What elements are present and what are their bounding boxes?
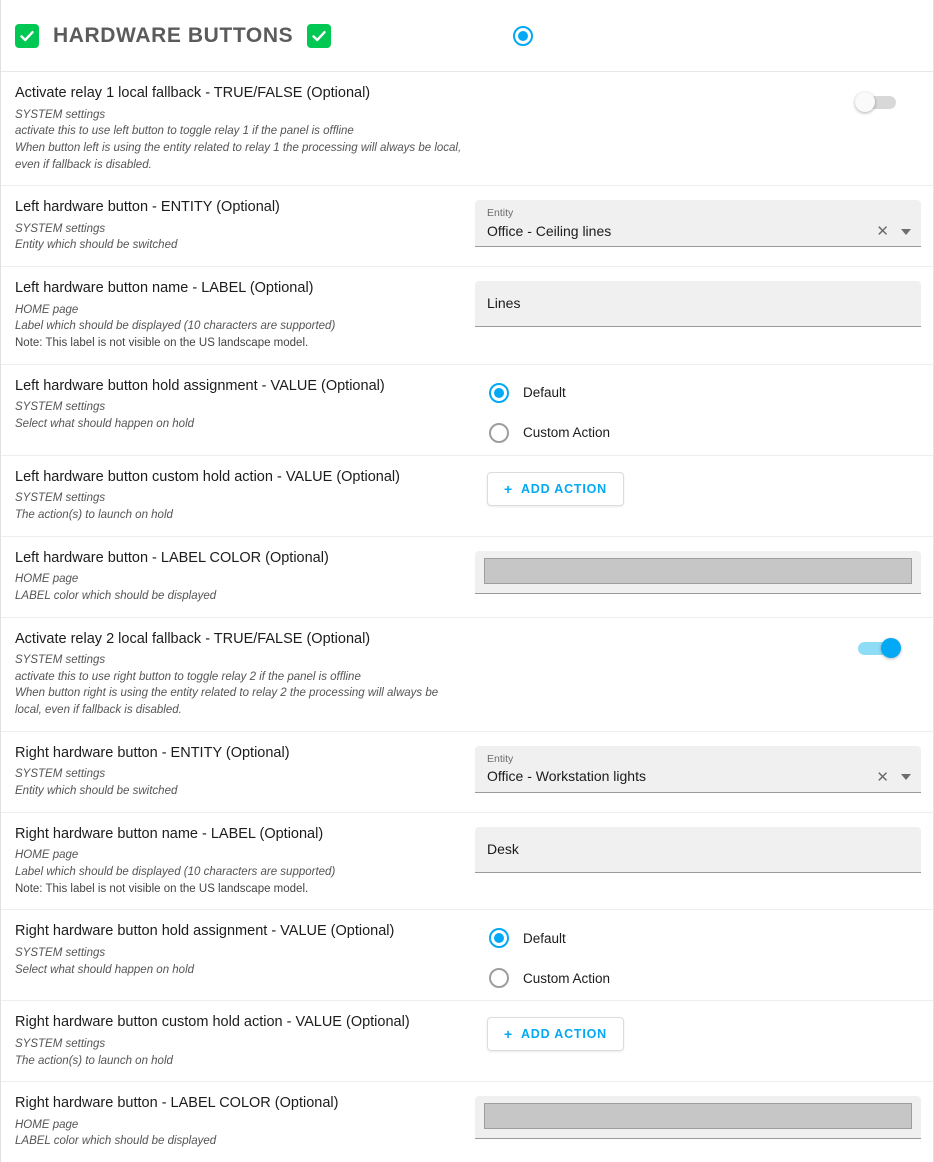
- section-header: [1, 0, 933, 72]
- left-hold-radio-group: [475, 379, 610, 443]
- setting-desc-1: Label which should be displayed (10 characters are supported): [15, 865, 336, 878]
- setting-description: [15, 1094, 475, 1150]
- setting-scope: SYSTEM settings: [15, 1037, 106, 1050]
- right-entity-field[interactable]: [475, 746, 921, 793]
- setting-control: [475, 825, 921, 873]
- setting-label: Right hardware button hold assignment - VALUE (Optional): [15, 923, 395, 940]
- setting-label: Right hardware button custom hold action - VALUE (Optional): [15, 1014, 410, 1031]
- setting-label: Right hardware button - LABEL COLOR (Optional): [15, 1095, 339, 1112]
- radio-selected-icon[interactable]: [489, 928, 509, 948]
- radio-option-default[interactable]: [475, 383, 610, 403]
- setting-row-left-label-color: [1, 537, 933, 618]
- setting-row-right-custom-hold-action: [1, 1001, 933, 1082]
- setting-description: [15, 198, 475, 254]
- relay2-fallback-toggle[interactable]: [855, 638, 901, 658]
- clear-icon[interactable]: ✕: [876, 223, 889, 241]
- setting-control: [475, 377, 919, 443]
- left-entity-field[interactable]: [475, 200, 921, 247]
- setting-row-right-label: [1, 813, 933, 911]
- radio-option-custom-action[interactable]: [475, 968, 610, 988]
- setting-scope: SYSTEM settings: [15, 108, 106, 121]
- setting-label: Left hardware button name - LABEL (Optional): [15, 280, 314, 297]
- setting-label: Left hardware button hold assignment - VALUE (Optional): [15, 377, 385, 394]
- setting-row-left-custom-hold-action: [1, 456, 933, 537]
- setting-control: [475, 922, 919, 988]
- setting-control: [475, 279, 921, 327]
- setting-scope: HOME page: [15, 303, 79, 316]
- right-hold-radio-group: [475, 924, 610, 988]
- add-action-label: ADD ACTION: [520, 481, 607, 496]
- setting-scope: SYSTEM settings: [15, 654, 106, 667]
- chevron-down-icon[interactable]: [901, 774, 911, 780]
- setting-desc-1: Select what should happen on hold: [15, 963, 195, 976]
- radio-unselected-icon[interactable]: [489, 423, 509, 443]
- setting-desc-2: When button right is using the entity related to relay 2 the processing will always be local, even if fallback is disabled.: [15, 687, 439, 717]
- setting-desc-1: The action(s) to launch on hold: [15, 508, 173, 521]
- setting-label: Right hardware button name - LABEL (Optional): [15, 825, 324, 842]
- radio-label: Default: [523, 930, 566, 946]
- plus-icon: +: [504, 480, 513, 497]
- check-icon[interactable]: [15, 24, 39, 48]
- setting-row-left-entity: [1, 186, 933, 267]
- radio-selected-icon[interactable]: [489, 383, 509, 403]
- field-label: Entity: [487, 207, 514, 220]
- right-label-color-picker[interactable]: [475, 1096, 921, 1139]
- setting-label: Left hardware button - LABEL COLOR (Optional): [15, 549, 329, 566]
- setting-description: [15, 630, 475, 719]
- radio-label: Custom Action: [523, 425, 611, 441]
- setting-control: [475, 1013, 919, 1051]
- setting-scope: SYSTEM settings: [15, 401, 106, 414]
- setting-description: [15, 744, 475, 800]
- check-icon-secondary[interactable]: [307, 24, 331, 48]
- setting-desc-1: Entity which should be switched: [15, 239, 178, 252]
- add-action-button[interactable]: [487, 472, 624, 506]
- header-radio[interactable]: [513, 26, 533, 46]
- setting-desc-1: Select what should happen on hold: [15, 417, 195, 430]
- setting-desc-1: The action(s) to launch on hold: [15, 1054, 173, 1067]
- field-value: Lines: [487, 295, 521, 312]
- setting-control: [475, 84, 919, 112]
- setting-description: [15, 922, 475, 978]
- setting-scope: HOME page: [15, 849, 79, 862]
- setting-desc-1: LABEL color which should be displayed: [15, 1135, 217, 1148]
- setting-control: [475, 1094, 921, 1139]
- setting-scope: SYSTEM settings: [15, 946, 106, 959]
- setting-row-relay1-fallback: [1, 72, 933, 186]
- page-title: HARDWARE BUTTONS: [53, 23, 294, 47]
- field-value: Office - Ceiling lines: [487, 222, 612, 239]
- setting-description: [15, 84, 475, 173]
- setting-label: Left hardware button custom hold action - VALUE (Optional): [15, 468, 400, 485]
- radio-selected-icon[interactable]: [513, 26, 533, 46]
- setting-note: Note: This label is not visible on the US landscape model.: [15, 882, 309, 895]
- setting-control: [475, 744, 921, 793]
- setting-row-relay2-fallback: [1, 618, 933, 732]
- setting-desc-2: When button left is using the entity related to relay 1 the processing will always be local, even if fallback is disabled.: [15, 141, 462, 171]
- setting-label: Left hardware button - ENTITY (Optional): [15, 199, 280, 216]
- setting-desc-1: Entity which should be switched: [15, 785, 178, 798]
- field-value: Office - Workstation lights: [487, 768, 646, 785]
- radio-unselected-icon[interactable]: [489, 968, 509, 988]
- color-swatch[interactable]: [484, 1103, 912, 1129]
- relay1-fallback-toggle[interactable]: [855, 92, 901, 112]
- plus-icon: +: [504, 1026, 513, 1043]
- radio-label: Custom Action: [523, 970, 611, 986]
- setting-control: [475, 198, 921, 247]
- add-action-button[interactable]: [487, 1017, 624, 1051]
- setting-description: [15, 279, 475, 352]
- setting-control: [475, 549, 921, 594]
- left-label-color-picker[interactable]: [475, 551, 921, 594]
- setting-description: [15, 1013, 475, 1069]
- setting-desc-1: activate this to use left button to toggle relay 1 if the panel is offline: [15, 125, 354, 138]
- setting-note: Note: This label is not visible on the US landscape model.: [15, 337, 309, 350]
- color-swatch[interactable]: [484, 558, 912, 584]
- setting-scope: SYSTEM settings: [15, 222, 106, 235]
- setting-description: [15, 825, 475, 898]
- left-label-input[interactable]: [475, 281, 921, 327]
- setting-row-left-hold-assignment: [1, 365, 933, 456]
- field-value: Desk: [487, 840, 519, 857]
- setting-description: [15, 468, 475, 524]
- setting-desc-1: Label which should be displayed (10 characters are supported): [15, 320, 336, 333]
- setting-row-right-hold-assignment: [1, 910, 933, 1001]
- setting-scope: HOME page: [15, 573, 79, 586]
- radio-option-default[interactable]: [475, 928, 610, 948]
- add-action-label: ADD ACTION: [520, 1027, 607, 1042]
- setting-label: Right hardware button - ENTITY (Optional): [15, 744, 290, 761]
- clear-icon[interactable]: ✕: [876, 768, 889, 786]
- setting-description: [15, 377, 475, 433]
- setting-control: [475, 630, 919, 658]
- setting-label: Activate relay 1 local fallback - TRUE/FALSE (Optional): [15, 85, 371, 101]
- radio-option-custom-action[interactable]: [475, 423, 610, 443]
- setting-scope: SYSTEM settings: [15, 768, 106, 781]
- right-label-input[interactable]: [475, 827, 921, 873]
- field-label: Entity: [487, 752, 514, 765]
- setting-desc-1: activate this to use right button to toggle relay 2 if the panel is offline: [15, 670, 361, 683]
- setting-row-right-label-color: [1, 1082, 933, 1162]
- setting-desc-1: LABEL color which should be displayed: [15, 589, 217, 602]
- setting-control: [475, 468, 919, 506]
- setting-label: Activate relay 2 local fallback - TRUE/FALSE (Optional): [15, 630, 371, 647]
- radio-label: Default: [523, 385, 566, 401]
- setting-row-left-label: [1, 267, 933, 365]
- chevron-down-icon[interactable]: [901, 229, 911, 235]
- setting-scope: SYSTEM settings: [15, 492, 106, 505]
- setting-row-right-entity: [1, 732, 933, 813]
- setting-description: [15, 549, 475, 605]
- setting-scope: HOME page: [15, 1118, 79, 1131]
